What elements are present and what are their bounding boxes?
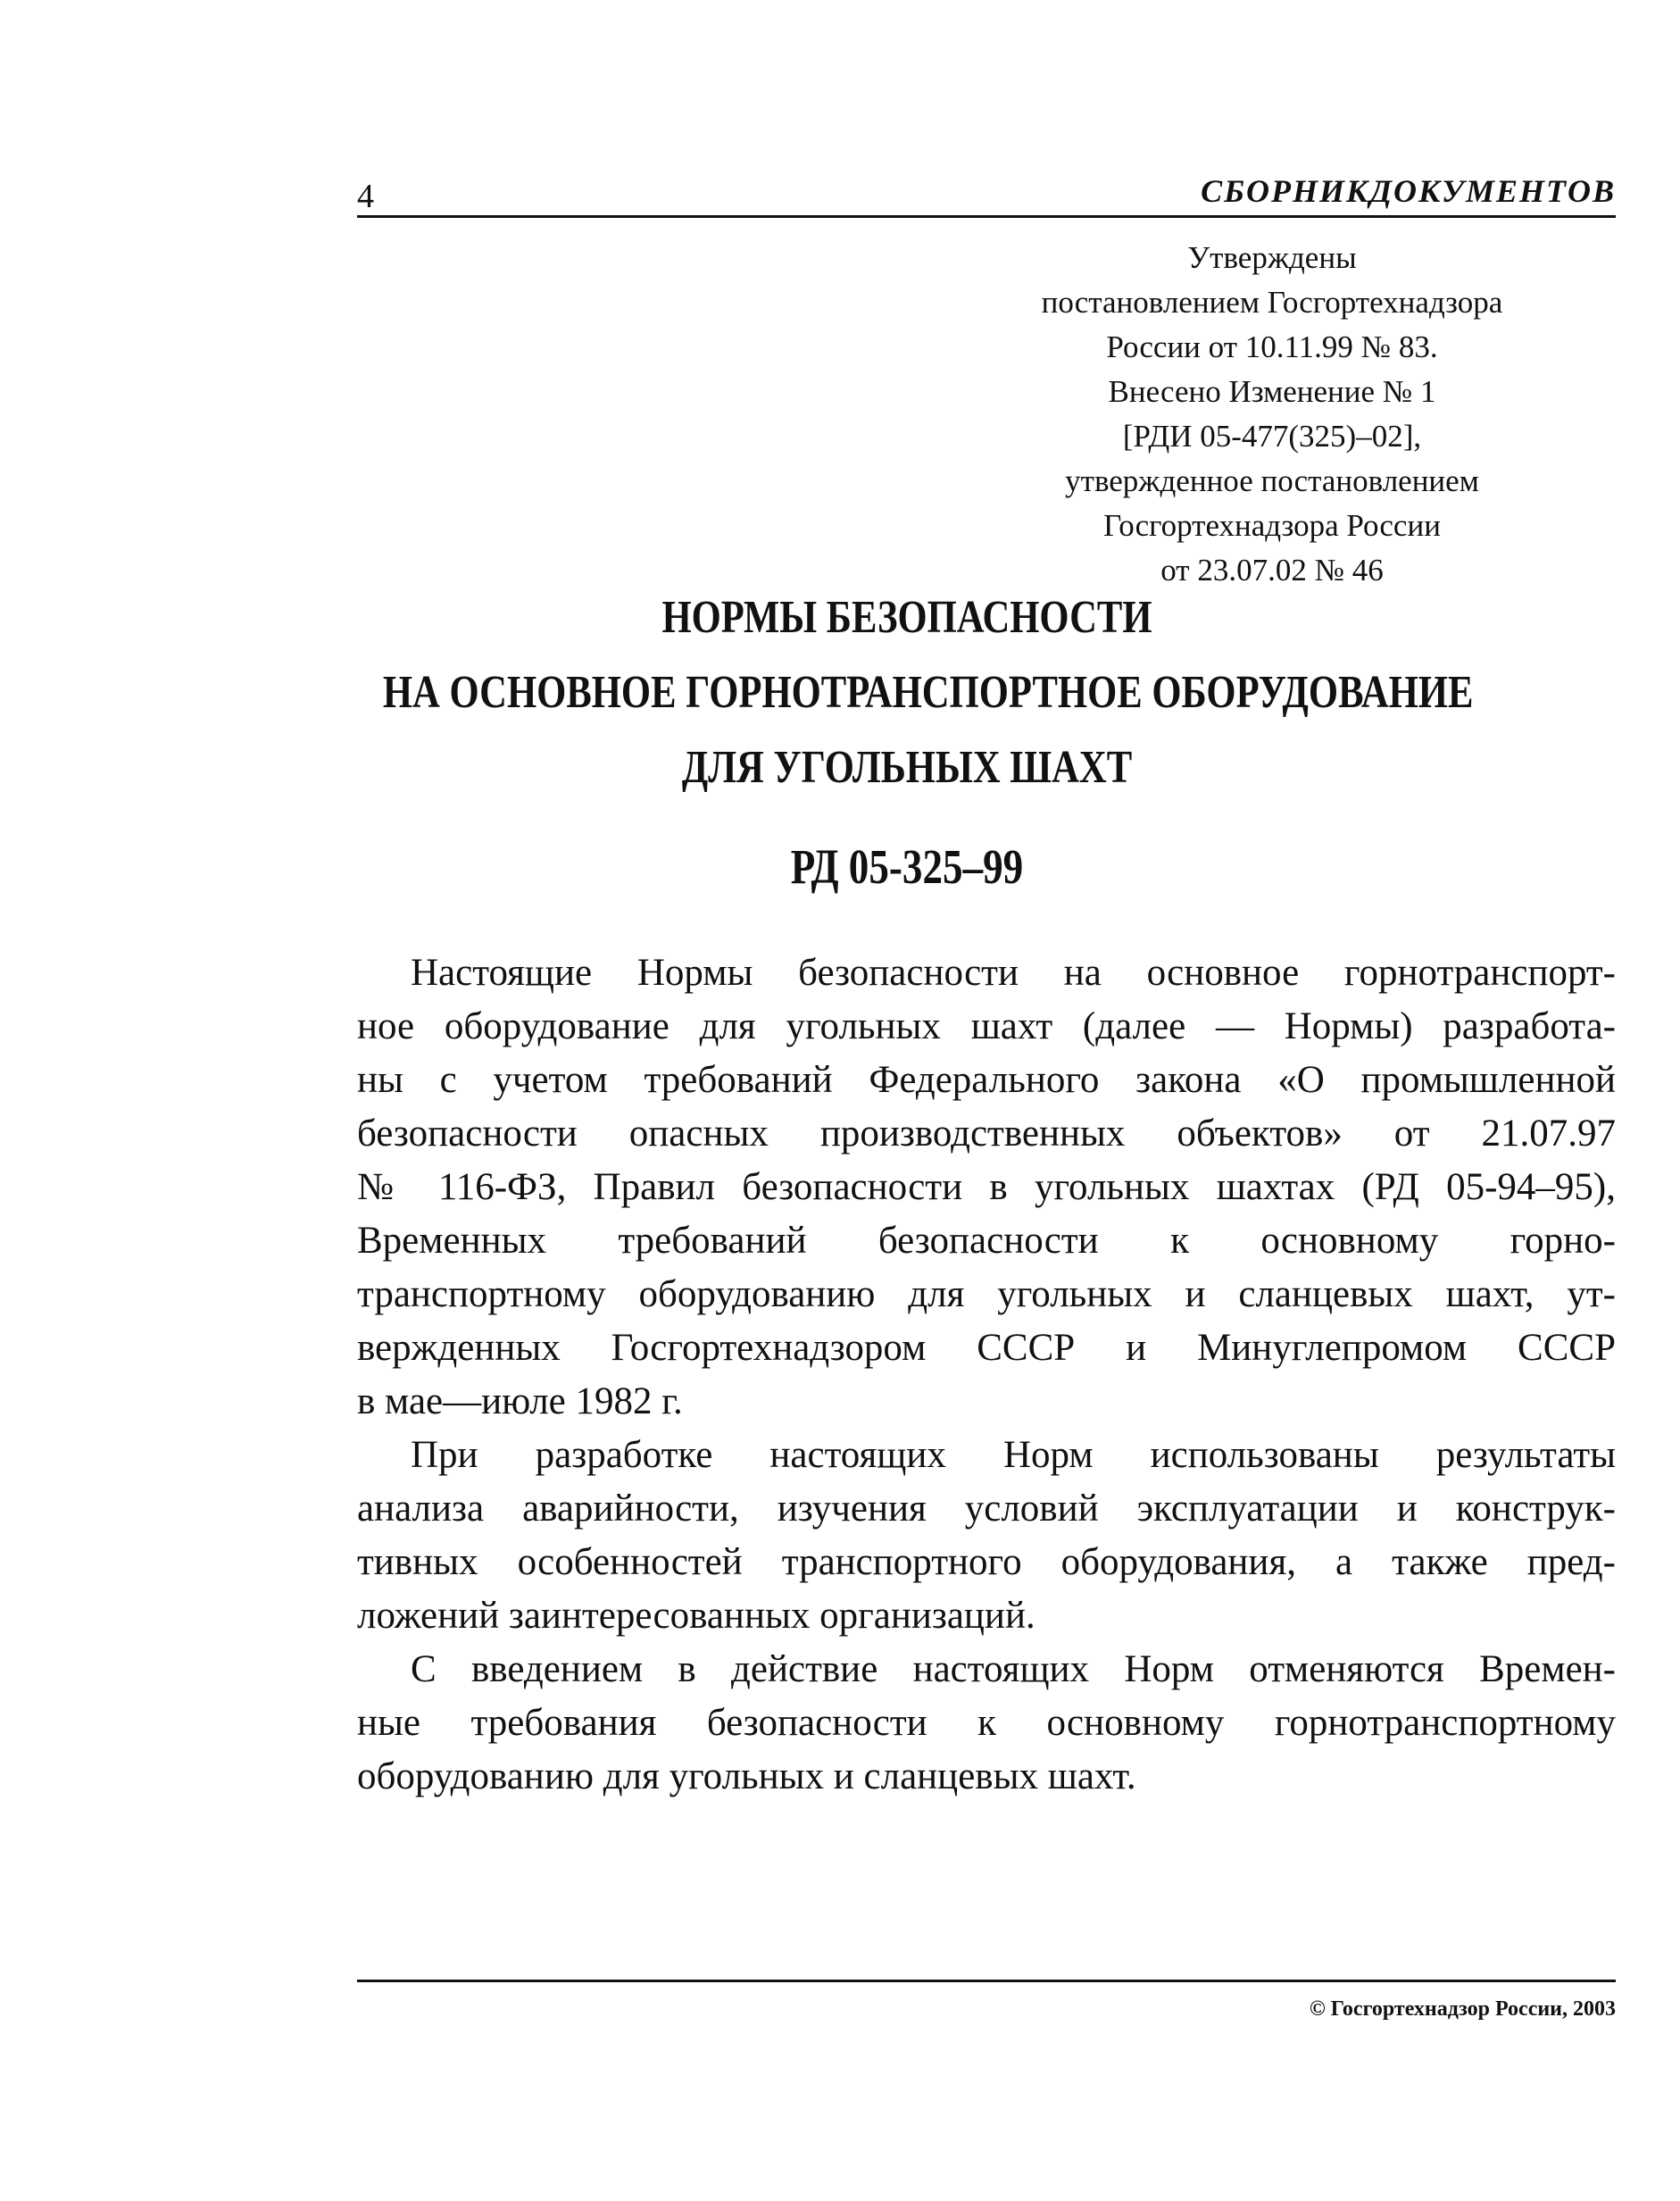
page-number: 4	[357, 178, 374, 215]
text-line: оборудованию для угольных и сланцевых шахт.	[357, 1755, 1136, 1797]
approval-line: Госгортехнадзора России	[1103, 508, 1441, 543]
paragraph	[357, 1643, 1616, 1804]
text-line: анализа аварийности, изучения условий эксплуатации и конструк-	[357, 1488, 1616, 1530]
approval-line: [РДИ 05-477(325)–02],	[1122, 419, 1422, 454]
text-line: ны с учетом требований Федерального закона «О промышленной	[357, 1059, 1616, 1101]
running-title: СБОРНИКДОКУМЕНТОВ	[1201, 173, 1616, 209]
text-line: С введением в действие настоящих Норм отменяются Времен-	[411, 1648, 1616, 1690]
approval-line: от 23.07.02 № 46	[1160, 553, 1384, 588]
text-line: транспортному оборудованию для угольных и сланцевых шахт, ут-	[357, 1273, 1616, 1315]
footer-rule	[357, 1980, 1616, 1982]
approval-block	[982, 236, 1562, 593]
text-line: При разработке настоящих Норм использованы результаты	[411, 1434, 1616, 1476]
text-line: вержденных Госгортехнадзором СССР и Минуглепромом СССР	[357, 1327, 1616, 1369]
header-rule	[357, 215, 1616, 218]
text-line: Временных требований безопасности к основному горно-	[357, 1220, 1616, 1262]
text-line: ложений заинтересованных организаций.	[357, 1595, 1035, 1637]
approval-line: России от 10.11.99 № 83.	[1106, 329, 1438, 364]
approval-line: утвержденное постановлением	[1065, 463, 1479, 498]
paragraph	[357, 1429, 1616, 1643]
text-line: Настоящие Нормы безопасности на основное горнотранспорт-	[411, 952, 1616, 994]
text-line: в мае—июле 1982 г.	[357, 1380, 683, 1422]
approval-line: Внесено Изменение № 1	[1108, 374, 1436, 409]
paragraph	[357, 946, 1616, 1429]
text-line: ное оборудование для угольных шахт (далее — Нормы) разработа-	[357, 1005, 1616, 1047]
text-line: № 116-ФЗ, Правил безопасности в угольных шахтах (РД 05-94–95),	[357, 1166, 1616, 1208]
document-code: РД 05-325–99	[790, 839, 1024, 894]
document-title	[382, 580, 1474, 805]
title-line: НА ОСНОВНОЕ ГОРНОТРАНСПОРТНОЕ ОБОРУДОВАНИЕ	[382, 667, 1474, 718]
copyright-notice: © Госгортехнадзор России, 2003	[1309, 1997, 1616, 2021]
title-line: НОРМЫ БЕЗОПАСНОСТИ	[661, 592, 1152, 643]
text-line: ные требования безопасности к основному горнотранспортному	[357, 1702, 1616, 1744]
approval-line: постановлением Госгортехнадзора	[1041, 285, 1503, 320]
title-line: ДЛЯ УГОЛЬНЫХ ШАХТ	[681, 742, 1133, 793]
text-line: безопасности опасных производственных объектов» от 21.07.97	[357, 1113, 1616, 1155]
body-text	[357, 946, 1616, 1804]
text-line: тивных особенностей транспортного оборудования, а также пред-	[357, 1541, 1616, 1583]
approval-line: Утверждены	[1187, 240, 1357, 275]
